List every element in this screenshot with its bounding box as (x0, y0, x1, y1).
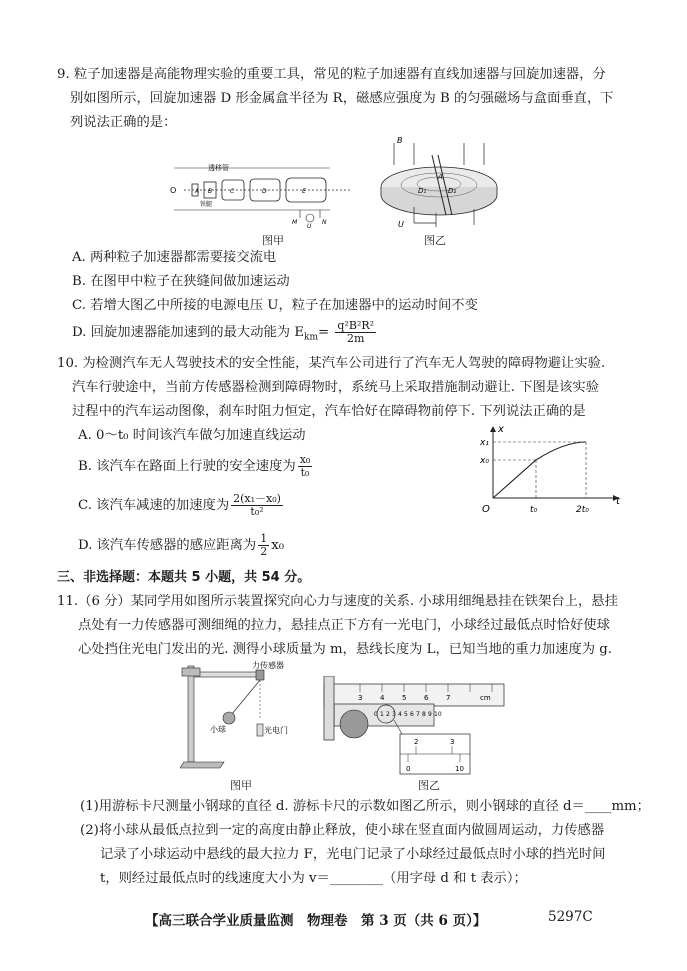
q11-fig-jia-caption: 图甲 (230, 779, 252, 792)
x-t-graph (478, 422, 628, 520)
frac-numerator: 2(x₁－x₀) (233, 492, 281, 505)
vernier-9: 9 (428, 711, 432, 718)
cyclotron-figure (374, 135, 504, 230)
frac-denominator: 2 (260, 545, 268, 558)
q9-stem-line2: 别如图所示，回旋加速器 D 形金属盒半径为 R，磁感应强度为 B 的匀强磁场与盒面垂直，下 (70, 91, 614, 106)
label-M: M (292, 219, 298, 226)
label-C: C (230, 188, 235, 195)
zoom-main-3: 3 (450, 738, 455, 746)
label-D1: D₁ (418, 187, 427, 195)
label-A: A (438, 173, 443, 181)
label-U: U (307, 223, 312, 230)
zoom-vernier-0: 0 (406, 765, 411, 773)
x1-tick-label: x₁ (480, 438, 489, 448)
q10-stem-line1: 10. 为检测汽车无人驾驶技术的安全性能，某汽车公司进行了汽车无人驾驶的障碍物避让实验. (57, 356, 606, 371)
label-U: U (398, 220, 404, 229)
footer-code: 5297C (548, 909, 593, 925)
label-iron: 铁腿 (200, 201, 213, 208)
label-B: B (397, 136, 403, 145)
label-D: D (262, 188, 267, 195)
q10-option-d-fraction (258, 533, 269, 558)
q9-option-b: B. 在图甲中粒子在狭缝间做加速运动 (72, 274, 290, 289)
q10-option-c-fraction (231, 493, 283, 518)
q10-option-c-text: C. 该汽车减速的加速度为 (78, 498, 230, 513)
q11-sub2-line3: t，则经过最低点时的线速度大小为 v＝________（用字母 d 和 t 表示）； (100, 871, 527, 886)
2t0-tick-label: 2t₀ (576, 505, 589, 515)
q11-fig-yi-caption: 图乙 (418, 779, 440, 792)
vernier-8: 8 (422, 711, 426, 718)
section-3-heading: 三、非选择题：本题共 5 小题，共 54 分。 (57, 570, 311, 585)
ball-label: 小球 (210, 725, 226, 734)
t-axis-label: t (616, 496, 620, 507)
q11-stem-line2: 点处有一力传感器可测细绳的拉力，悬挂点正下方有一光电门，小球经过最低点时恰好使球 (78, 618, 610, 633)
q10-stem-line2: 汽车行驶途中，当前方传感器检测到障碍物时，系统马上采取措施制动避让. 下图是该实验 (72, 380, 600, 395)
footer-title: 【高三联合学业质量监测 物理卷 第 3 页（共 6 页）】 (145, 913, 487, 929)
gate-label: 光电门 (264, 726, 288, 735)
q9-option-d-fraction (335, 320, 376, 345)
vernier-6: 6 (410, 711, 414, 718)
q10-option-b-text: B. 该汽车在路面上行驶的安全速度为 (78, 459, 296, 474)
label-tube: 透移管 (208, 164, 229, 172)
frac-denominator: 2m (347, 332, 365, 345)
label-N: N (322, 219, 327, 226)
linear-accelerator-figure (170, 160, 360, 230)
label-A: A (195, 188, 200, 195)
fig-jia-caption: 图甲 (262, 234, 284, 247)
cm-unit-label: cm (480, 694, 491, 702)
vernier-caliper-figure (320, 676, 510, 776)
fig-yi-caption: 图乙 (424, 234, 446, 247)
sensor-label: 力传感器 (252, 661, 284, 670)
x-t-curve (493, 442, 586, 498)
frac-numerator: q²B²R² (337, 319, 375, 332)
vernier-2: 2 (386, 711, 390, 718)
label-O: O (170, 186, 177, 195)
q10-option-d-text: D. 该汽车传感器的感应距离为 (78, 538, 257, 553)
q10-option-d (78, 530, 284, 562)
zoom-main-2: 2 (414, 738, 419, 746)
vernier-10: 10 (434, 711, 442, 718)
q10-option-c (78, 490, 285, 522)
vernier-0: 0 (374, 711, 378, 718)
pendulum-stand-figure (180, 660, 300, 775)
q11-stem-line1: 11.（6 分）某同学用如图所示装置探究向心力与速度的关系. 小球用细绳悬挂在铁架台上，悬挂 (57, 594, 618, 609)
q10-option-b (78, 451, 314, 483)
vernier-7: 7 (416, 711, 420, 718)
t0-tick-label: t₀ (530, 505, 538, 515)
main-scale-7: 7 (446, 694, 451, 702)
q10-option-a: A. 0～t₀ 时间该汽车做匀加速直线运动 (78, 428, 306, 443)
label-D2: D₂ (448, 187, 457, 195)
zoom-vernier-10: 10 (455, 765, 464, 773)
main-scale-5: 5 (402, 694, 407, 702)
q10-option-b-fraction (298, 454, 313, 479)
vernier-3: 3 (392, 711, 396, 718)
x-axis-label: x (498, 424, 504, 435)
vernier-5: 5 (404, 711, 408, 718)
q9-stem-line1: 9. 粒子加速器是高能物理实验的重要工具，常见的粒子加速器有直线加速器与回旋加速器，分 (57, 67, 606, 82)
q10-stem-line3: 过程中的汽车运动图像，刹车时阻力恒定，汽车恰好在障碍物前停下. 下列说法正确的是 (72, 404, 586, 419)
vernier-1: 1 (380, 711, 384, 718)
q9-option-d-eq: = (318, 325, 330, 340)
frac-numerator: 1 (260, 532, 268, 545)
q11-sub1: (1)用游标卡尺测量小钢球的直径 d. 游标卡尺的示数如图乙所示，则小钢球的直径 d＝____mm； (80, 799, 650, 814)
q9-stem-line3: 列说法正确的是： (70, 115, 177, 130)
q9-option-c: C. 若增大图乙中所接的电源电压 U，粒子在加速器中的运动时间不变 (72, 298, 478, 313)
frac-denominator: t₀ (300, 466, 310, 479)
vernier-4: 4 (398, 711, 402, 718)
q9-option-d-text: D. 回旋加速器能加速到的最大动能为 E (72, 325, 305, 340)
frac-numerator: x₀ (299, 453, 311, 466)
label-B: B (208, 188, 213, 195)
x0-tick-label: x₀ (480, 456, 489, 466)
q9-option-a: A. 两种粒子加速器都需要接交流电 (72, 250, 277, 265)
q9-option-d-sub: km (304, 332, 319, 343)
q10-option-d-suffix: x₀ (271, 538, 285, 553)
q11-stem-line3: 心处挡住光电门发出的光. 测得小球质量为 m，悬线长度为 L，已知当地的重力加速度为 g. (78, 642, 612, 657)
main-scale-4: 4 (380, 694, 385, 702)
origin-label: O (482, 504, 490, 515)
main-scale-6: 6 (424, 694, 429, 702)
q11-sub2-line2: 记录了小球运动中悬线的最大拉力 F，光电门记录了小球经过最低点时小球的挡光时间 (100, 847, 606, 862)
label-E: E (302, 188, 306, 195)
q9-option-d (72, 318, 378, 353)
frac-denominator: t₀² (250, 505, 264, 518)
main-scale-3: 3 (358, 694, 363, 702)
q11-sub2-line1: (2)将小球从最低点拉到一定的高度由静止释放，使小球在竖直面内做圆周运动，力传感器 (80, 823, 605, 838)
